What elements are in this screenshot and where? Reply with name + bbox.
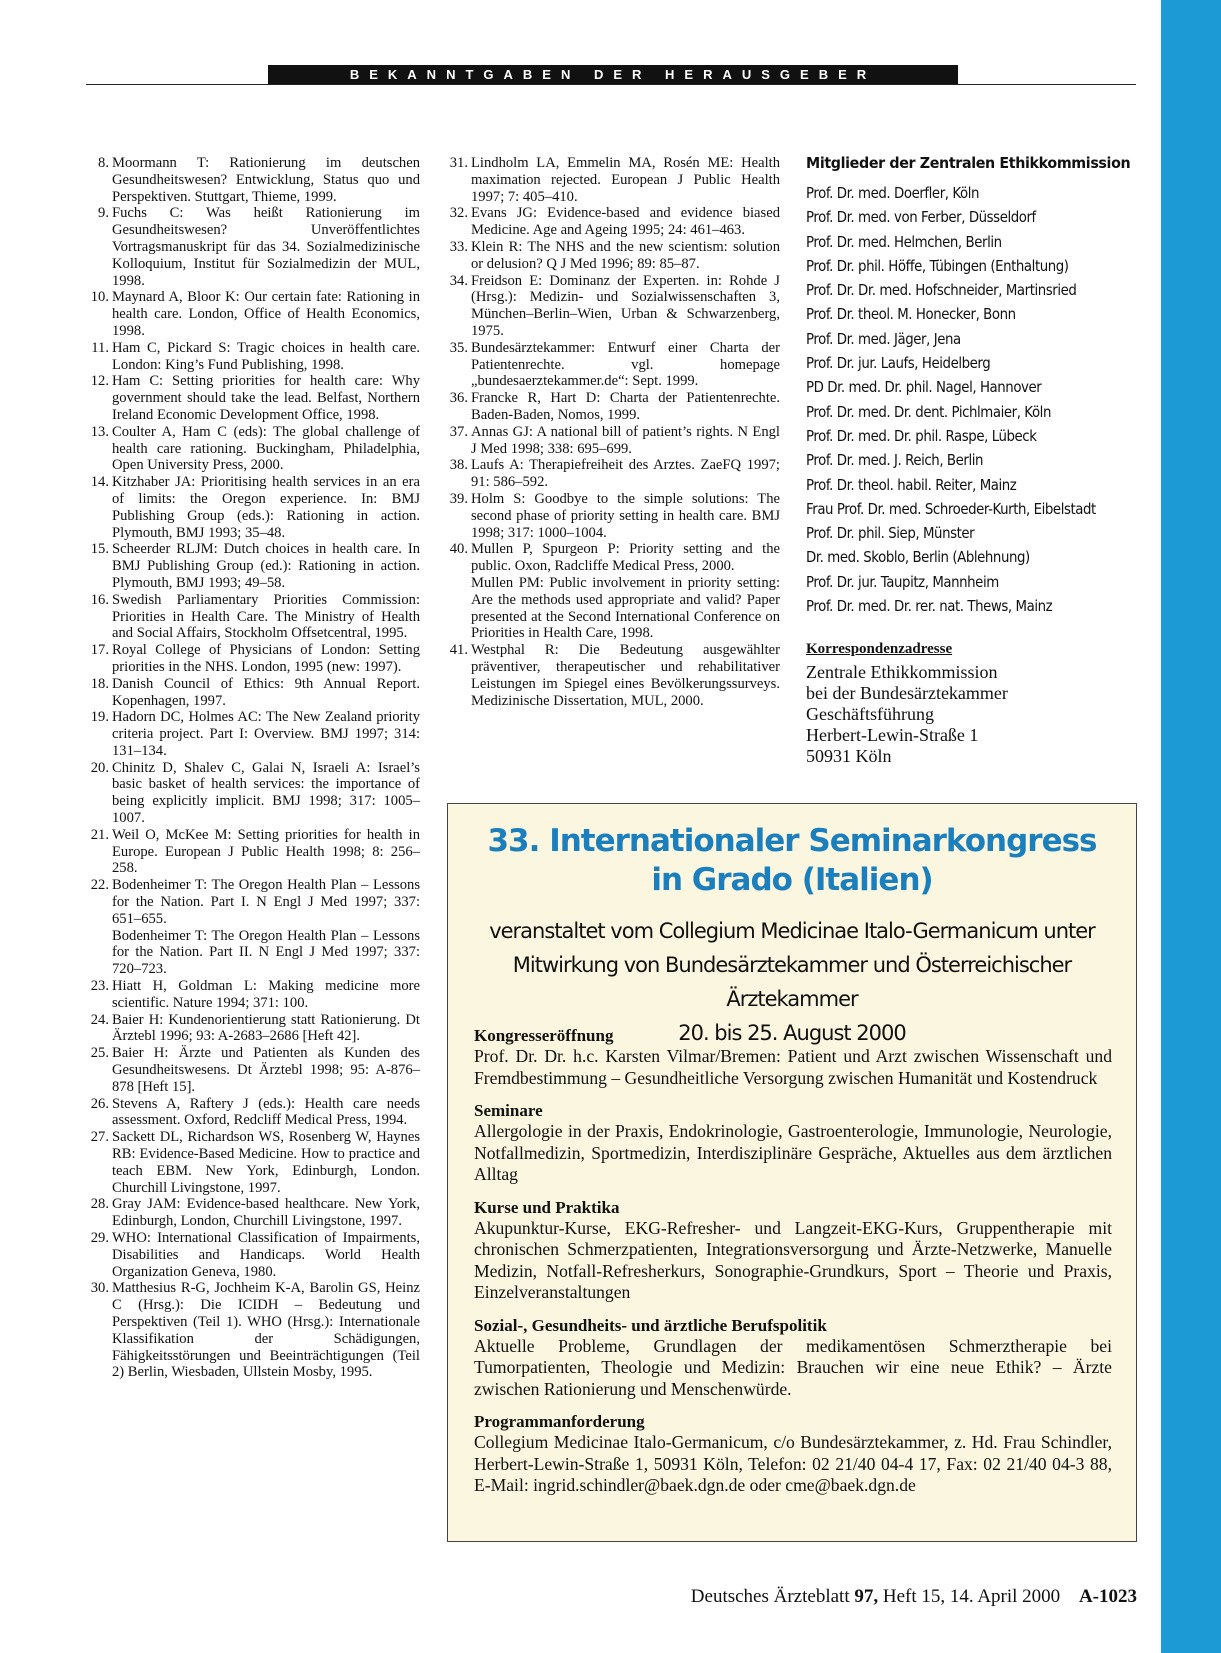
section-banner: BEKANNTGABEN DER HERAUSGEBER	[268, 65, 958, 84]
reference-text-continued: Bodenheimer T: The Oregon Health Plan – Lessons for the Nation. Part II. N Engl J Med 1997; 337: 720–723.	[112, 927, 420, 978]
section-text: Akupunktur-Kurse, EKG-Refresher- und Langzeit-EKG-Kurs, Gruppentherapie mit chronischen Schmerzpatienten, Integrationsversorgung und Ärzte-Netzwerke, Manuelle Medizin, Notfall-Refresherkurs, Sonographie-Grundkurs, Sport – Theorie und Praxis, Einzelveranstaltungen	[474, 1217, 1112, 1302]
reference-item	[85, 1196, 420, 1230]
reference-item	[85, 642, 420, 676]
reference-text: Kitzhaber JA: Prioritising health services in an era of limits: the Oregon experience. In: BMJ Publishing Group (eds.): Rationing in action. Plymouth, BMJ 1993; 35–48.	[112, 474, 420, 541]
reference-item	[85, 1280, 420, 1381]
reference-item	[444, 273, 780, 340]
reference-number: 10.	[90, 289, 109, 306]
page-footer	[600, 1586, 1137, 1608]
congress-section	[474, 1412, 1112, 1497]
address-line: Herbert-Lewin-Straße 1	[806, 725, 979, 745]
reference-number: 37.	[449, 423, 468, 440]
reference-number: 13.	[90, 423, 109, 440]
reference-item	[444, 155, 780, 205]
address-line: Geschäftsführung	[806, 704, 934, 724]
reference-number: 30.	[90, 1280, 109, 1297]
reference-number: 21.	[90, 826, 109, 843]
reference-number: 38.	[449, 457, 468, 474]
reference-number: 8.	[98, 155, 109, 171]
reference-item	[444, 642, 780, 709]
reference-text: Ham C: Setting priorities for health care: Why government should take the lead. Belfast, Northern Ireland Economic Development Office, 1998.	[112, 373, 420, 423]
reference-text: Moormann T: Rationierung im deutschen Gesundheitswesen? Entwicklung, Status quo und Perspektiven. Stuttgart, Thieme, 1999.	[112, 155, 420, 205]
member-entry: Prof. Dr. phil. Siep, Münster	[806, 524, 975, 543]
congress-section	[474, 1026, 1112, 1089]
address-line: Zentrale Ethikkommission	[806, 662, 998, 682]
reference-number: 33.	[449, 238, 468, 255]
reference-item	[444, 457, 780, 491]
edge-color-bar	[1161, 0, 1221, 1653]
reference-number: 29.	[90, 1230, 109, 1246]
section-text: Prof. Dr. Dr. h.c. Karsten Vilmar/Bremen: Patient und Arzt zwischen Wissenschaft und Fremdbestimmung – Gesundheitliche Versorgung zwischen Humanität und Kostendruck	[474, 1046, 1112, 1088]
member-entry: PD Dr. med. Dr. phil. Nagel, Hannover	[806, 378, 1042, 397]
reference-item	[85, 676, 420, 710]
reference-item	[85, 827, 420, 877]
reference-text: Swedish Parliamentary Priorities Commission: Priorities in Health Care. The Ministry of Health and Social Affairs, Stockholm Offsetcentral, 1995.	[112, 591, 420, 642]
references-column-2	[444, 155, 780, 709]
reference-item	[85, 877, 420, 978]
reference-number: 27.	[90, 1129, 109, 1146]
reference-text: Hiatt H, Goldman L: Making medicine more scientific. Nature 1994; 371: 100.	[112, 978, 420, 1011]
reference-text: Baier H: Ärzte und Patienten als Kunden des Gesundheitswesens. Dt Ärztebl 1998; 95: A-876–878 [Heft 15].	[112, 1045, 420, 1095]
reference-text: Maynard A, Bloor K: Our certain fate: Rationing in health care. London, Office of Health Economics, 1998.	[112, 289, 420, 339]
reference-item	[444, 424, 780, 458]
reference-item	[444, 340, 780, 390]
reference-number: 20.	[90, 759, 109, 776]
journal-volume: 97,	[854, 1586, 879, 1607]
reference-item	[85, 1012, 420, 1046]
reference-text: Royal College of Physicians of London: Setting priorities in the NHS. London, 1995 (new: 1997).	[112, 642, 420, 675]
reference-item	[85, 474, 420, 541]
member-entry: Prof. Dr. jur. Laufs, Heidelberg	[806, 354, 991, 373]
reference-item	[444, 390, 780, 424]
address-line: bei der Bundesärztekammer	[806, 683, 1008, 703]
reference-item	[85, 760, 420, 827]
reference-number: 34.	[449, 272, 468, 289]
reference-number: 35.	[449, 339, 468, 356]
reference-number: 11.	[91, 339, 109, 356]
reference-text: Klein R: The NHS and the new scientism: solution or delusion? Q J Med 1996; 89: 85–87.	[471, 238, 780, 272]
reference-text: Bodenheimer T: The Oregon Health Plan – Lessons for the Nation. Part I. N Engl J Med 1997; 337: 651–655.	[112, 877, 420, 927]
reference-text: Danish Council of Ethics: 9th Annual Report. Kopenhagen, 1997.	[112, 675, 420, 709]
congress-section	[474, 1198, 1112, 1304]
reference-item	[444, 491, 780, 541]
reference-number: 41.	[449, 642, 468, 659]
section-heading: Kurse und Praktika	[474, 1197, 620, 1217]
congress-title: 33. Internationaler Seminarkongress in Grado (Italien)	[487, 823, 1097, 898]
section-text: Allergologie in der Praxis, Endokrinologie, Gastroenterologie, Immunologie, Neurologie, Notfallmedizin, Sportmedizin, Interdisziplinäre Gespräche, Aktuelles aus dem ärztlichen Alltag	[474, 1121, 1112, 1184]
reference-item	[444, 541, 780, 642]
reference-number: 19.	[90, 709, 109, 726]
reference-number: 26.	[90, 1095, 109, 1112]
reference-number: 22.	[90, 877, 109, 894]
reference-text: Lindholm LA, Emmelin MA, Rosén ME: Health maximation rejected. European J Public Health 1997; 7: 405–410.	[471, 155, 780, 205]
reference-number: 12.	[90, 373, 109, 390]
reference-number: 14.	[90, 474, 109, 491]
member-entry: Prof. Dr. med. Dr. phil. Raspe, Lübeck	[806, 426, 1037, 445]
member-entry: Dr. med. Skoblo, Berlin (Ablehnung)	[806, 548, 1030, 567]
reference-text: Ham C, Pickard S: Tragic choices in health care. London: King’s Fund Publishing, 1998.	[112, 339, 420, 373]
reference-text: Mullen P, Spurgeon P: Priority setting and the public. Oxon, Radcliffe Medical Press, 2000.	[471, 541, 780, 575]
reference-text: Stevens A, Raftery J (eds.): Health care needs assessment. Oxford, Redcliff Medical Press, 1994.	[112, 1095, 420, 1129]
correspondence-heading: Korrespondenzadresse	[806, 641, 953, 657]
page-number: A-1023	[1078, 1586, 1137, 1607]
member-entry: Prof. Dr. med. Dr. dent. Pichlmaier, Köln	[806, 402, 1051, 421]
member-entry: Prof. Dr. Dr. med. Hofschneider, Martinsried	[806, 281, 1077, 300]
reference-item	[85, 709, 420, 759]
reference-number: 24.	[90, 1011, 109, 1028]
reference-text: Annas GJ: A national bill of patient’s rights. N Engl J Med 1998; 338: 695–699.	[471, 423, 780, 457]
reference-text: Holm S: Goodbye to the simple solutions: The second phase of priority setting in health care. BMJ 1998; 317: 1000–1004.	[471, 490, 780, 541]
reference-text: Hadorn DC, Holmes AC: The New Zealand priority criteria project. Part I: Overview. BMJ 1997; 314: 131–134.	[112, 709, 420, 759]
reference-text: Coulter A, Ham C (eds): The global challenge of health care rationing. Buckingham, Philadelphia, Open University Press, 2000.	[112, 423, 420, 474]
congress-section	[474, 1101, 1112, 1186]
reference-text: Francke R, Hart D: Charta der Patientenrechte. Baden-Baden, Nomos, 1999.	[471, 390, 780, 423]
reference-text: Freidson E: Dominanz der Experten. in: Rohde J (Hrsg.): Medizin- und Sozialwissenschaften 3, München–Berlin–Wien, Urban & Schwarzenberg, 1975.	[471, 272, 780, 339]
congress-announcement-box	[447, 803, 1137, 1542]
reference-text: Scheerder RLJM: Dutch choices in health care. In BMJ Publishing Group (ed.): Rationing in action. Plymouth, BMJ 1993; 49–58.	[112, 541, 420, 591]
section-text: Collegium Medicinae Italo-Germanicum, c/o Bundesärztekammer, z. Hd. Frau Schindler, Herbert-Lewin-Straße 1, 50931 Köln, Telefon: 02 21/40 04-4 17, Fax: 02 21/40 04-3 88, E-Mail: ingrid.schindler@baek.dgn.de oder cme@baek.dgn.de	[474, 1432, 1112, 1495]
members-list	[806, 181, 1151, 618]
member-entry: Prof. Dr. med. Dr. rer. nat. Thews, Mainz	[806, 597, 1053, 616]
reference-text: Gray JAM: Evidence-based healthcare. New York, Edinburgh, London, Churchill Livingstone, 1997.	[112, 1196, 420, 1230]
reference-number: 39.	[449, 490, 468, 507]
reference-item	[85, 978, 420, 1012]
member-entry: Prof. Dr. med. J. Reich, Berlin	[806, 451, 984, 470]
reference-number: 32.	[449, 205, 468, 222]
reference-number: 31.	[449, 155, 468, 171]
reference-number: 25.	[90, 1045, 109, 1062]
reference-number: 18.	[90, 675, 109, 692]
reference-text: Baier H: Kundenorientierung statt Rationierung. Dt Ärztebl 1996; 93: A-2683–2686 [Heft 42].	[112, 1011, 420, 1045]
reference-text: Fuchs C: Was heißt Rationierung im Gesundheitswesen? Unveröffentlichtes Vortragsmanuskript für das 34. Sozialmedizinische Kolloquium, Institut für Sozialmedizin der MUL, 1998.	[112, 205, 420, 289]
congress-sections	[474, 1026, 1112, 1509]
correspondence-address	[806, 641, 1146, 767]
section-heading: Kongresseröffnung	[474, 1026, 614, 1045]
congress-subtitle: veranstaltet vom Collegium Medicinae Italo-Germanicum unter Mitwirkung von Bundesärztekammer und Österreichischer Ärztekammer 20. bis 25. August 2000	[489, 919, 1095, 1045]
member-entry: Prof. Dr. med. Jäger, Jena	[806, 329, 961, 348]
reference-item	[85, 1230, 420, 1280]
reference-text: Laufs A: Therapiefreiheit des Arztes. ZaeFQ 1997; 91: 586–592.	[471, 457, 780, 491]
reference-item	[444, 239, 780, 273]
reference-text: Chinitz D, Shalev C, Galai N, Israeli A: Israel’s basic basket of health services: the importance of being explicitly implicit. BMJ 1998; 317: 1005–1007.	[112, 759, 420, 827]
reference-text: WHO: International Classification of Impairments, Disabilities and Handicaps. World Health Organization Geneva, 1980.	[112, 1230, 420, 1280]
member-entry: Prof. Dr. med. Doerfler, Köln	[806, 184, 980, 202]
member-entry: Frau Prof. Dr. med. Schroeder-Kurth, Eibelstadt	[806, 499, 1096, 518]
reference-text-continued: Mullen PM: Public involvement in priority setting: Are the methods used appropriate and valid? Paper presented at the Second International Conference on Priorities in Health Care, 1998.	[471, 574, 780, 642]
journal-issue: Heft 15, 14. April 2000	[882, 1586, 1061, 1607]
reference-text: Weil O, McKee M: Setting priorities for health in Europe. European J Public Health 1998; 8: 256–258.	[112, 826, 420, 877]
member-entry: Prof. Dr. jur. Taupitz, Mannheim	[806, 572, 999, 591]
reference-item	[85, 373, 420, 423]
reference-text: Evans JG: Evidence-based and evidence biased Medicine. Age and Ageing 1995; 24: 461–463.	[471, 205, 780, 239]
members-heading: Mitglieder der Zentralen Ethikkommission	[806, 154, 1131, 172]
reference-number: 15.	[90, 541, 109, 558]
reference-item	[85, 340, 420, 374]
reference-item	[85, 424, 420, 474]
reference-number: 40.	[449, 541, 468, 558]
reference-number: 28.	[90, 1196, 109, 1213]
reference-text: Westphal R: Die Bedeutung ausgewählter präventiver, therapeutischer und rehabilitativer Leistungen im Spiegel eines Bevölkerungssurveys. Medizinische Dissertation, MUL, 2000.	[471, 642, 780, 709]
reference-item	[85, 289, 420, 339]
reference-item	[85, 1129, 420, 1196]
member-entry: Prof. Dr. theol. habil. Reiter, Mainz	[806, 475, 1017, 494]
member-entry: Prof. Dr. med. von Ferber, Düsseldorf	[806, 208, 1036, 227]
reference-item	[85, 1096, 420, 1130]
reference-number: 17.	[90, 642, 109, 659]
reference-text: Sackett DL, Richardson WS, Rosenberg W, Haynes RB: Evidence-Based Medicine. How to practice and teach EBM. New York, Edinburgh, London. Churchill Livingstone, 1997.	[112, 1129, 420, 1196]
reference-number: 9.	[98, 205, 109, 222]
reference-item	[85, 155, 420, 205]
header-rule	[86, 84, 1136, 85]
reference-number: 36.	[449, 390, 468, 407]
section-text: Aktuelle Probleme, Grundlagen der medikamentösen Schmerztherapie bei Tumorpatienten, Theologie und Medizin: Brauchen wir eine neue Ethik? – Ärzte zwischen Rationierung und Menschenwürde.	[474, 1335, 1112, 1399]
address-line: 50931 Köln	[806, 746, 892, 766]
references-column-1	[85, 155, 420, 1381]
member-entry: Prof. Dr. theol. M. Honecker, Bonn	[806, 305, 1016, 324]
section-heading: Programmanforderung	[474, 1412, 645, 1431]
section-heading: Sozial-, Gesundheits- und ärztliche Berufspolitik	[474, 1315, 827, 1335]
reference-item	[444, 205, 780, 239]
ethics-commission-members	[806, 154, 1151, 618]
section-heading: Seminare	[474, 1101, 543, 1120]
reference-text: Matthesius R-G, Jochheim K-A, Barolin GS, Heinz C (Hrsg.): Die ICIDH – Bedeutung und Perspektiven (Teil 1). WHO (Hrsg.): Internationale Klassifikation der Schädigungen, Fähigkeitsstörungen und Beeinträchtigungen (Teil 2) Berlin, Wiesbaden, Ullstein Mosby, 1995.	[112, 1280, 420, 1381]
reference-item	[85, 205, 420, 289]
reference-item	[85, 1045, 420, 1095]
reference-item	[85, 541, 420, 591]
reference-number: 16.	[90, 591, 109, 608]
reference-item	[85, 592, 420, 642]
reference-text: Bundesärztekammer: Entwurf einer Charta der Patientenrechte. vgl. homepage „bundesaerztekammer.de“: Sept. 1999.	[471, 339, 780, 390]
member-entry: Prof. Dr. phil. Höffe, Tübingen (Enthaltung)	[806, 256, 1069, 275]
member-entry: Prof. Dr. med. Helmchen, Berlin	[806, 232, 1002, 251]
congress-section	[474, 1316, 1112, 1401]
reference-number: 23.	[90, 978, 109, 995]
journal-name: Deutsches Ärzteblatt	[690, 1586, 850, 1607]
